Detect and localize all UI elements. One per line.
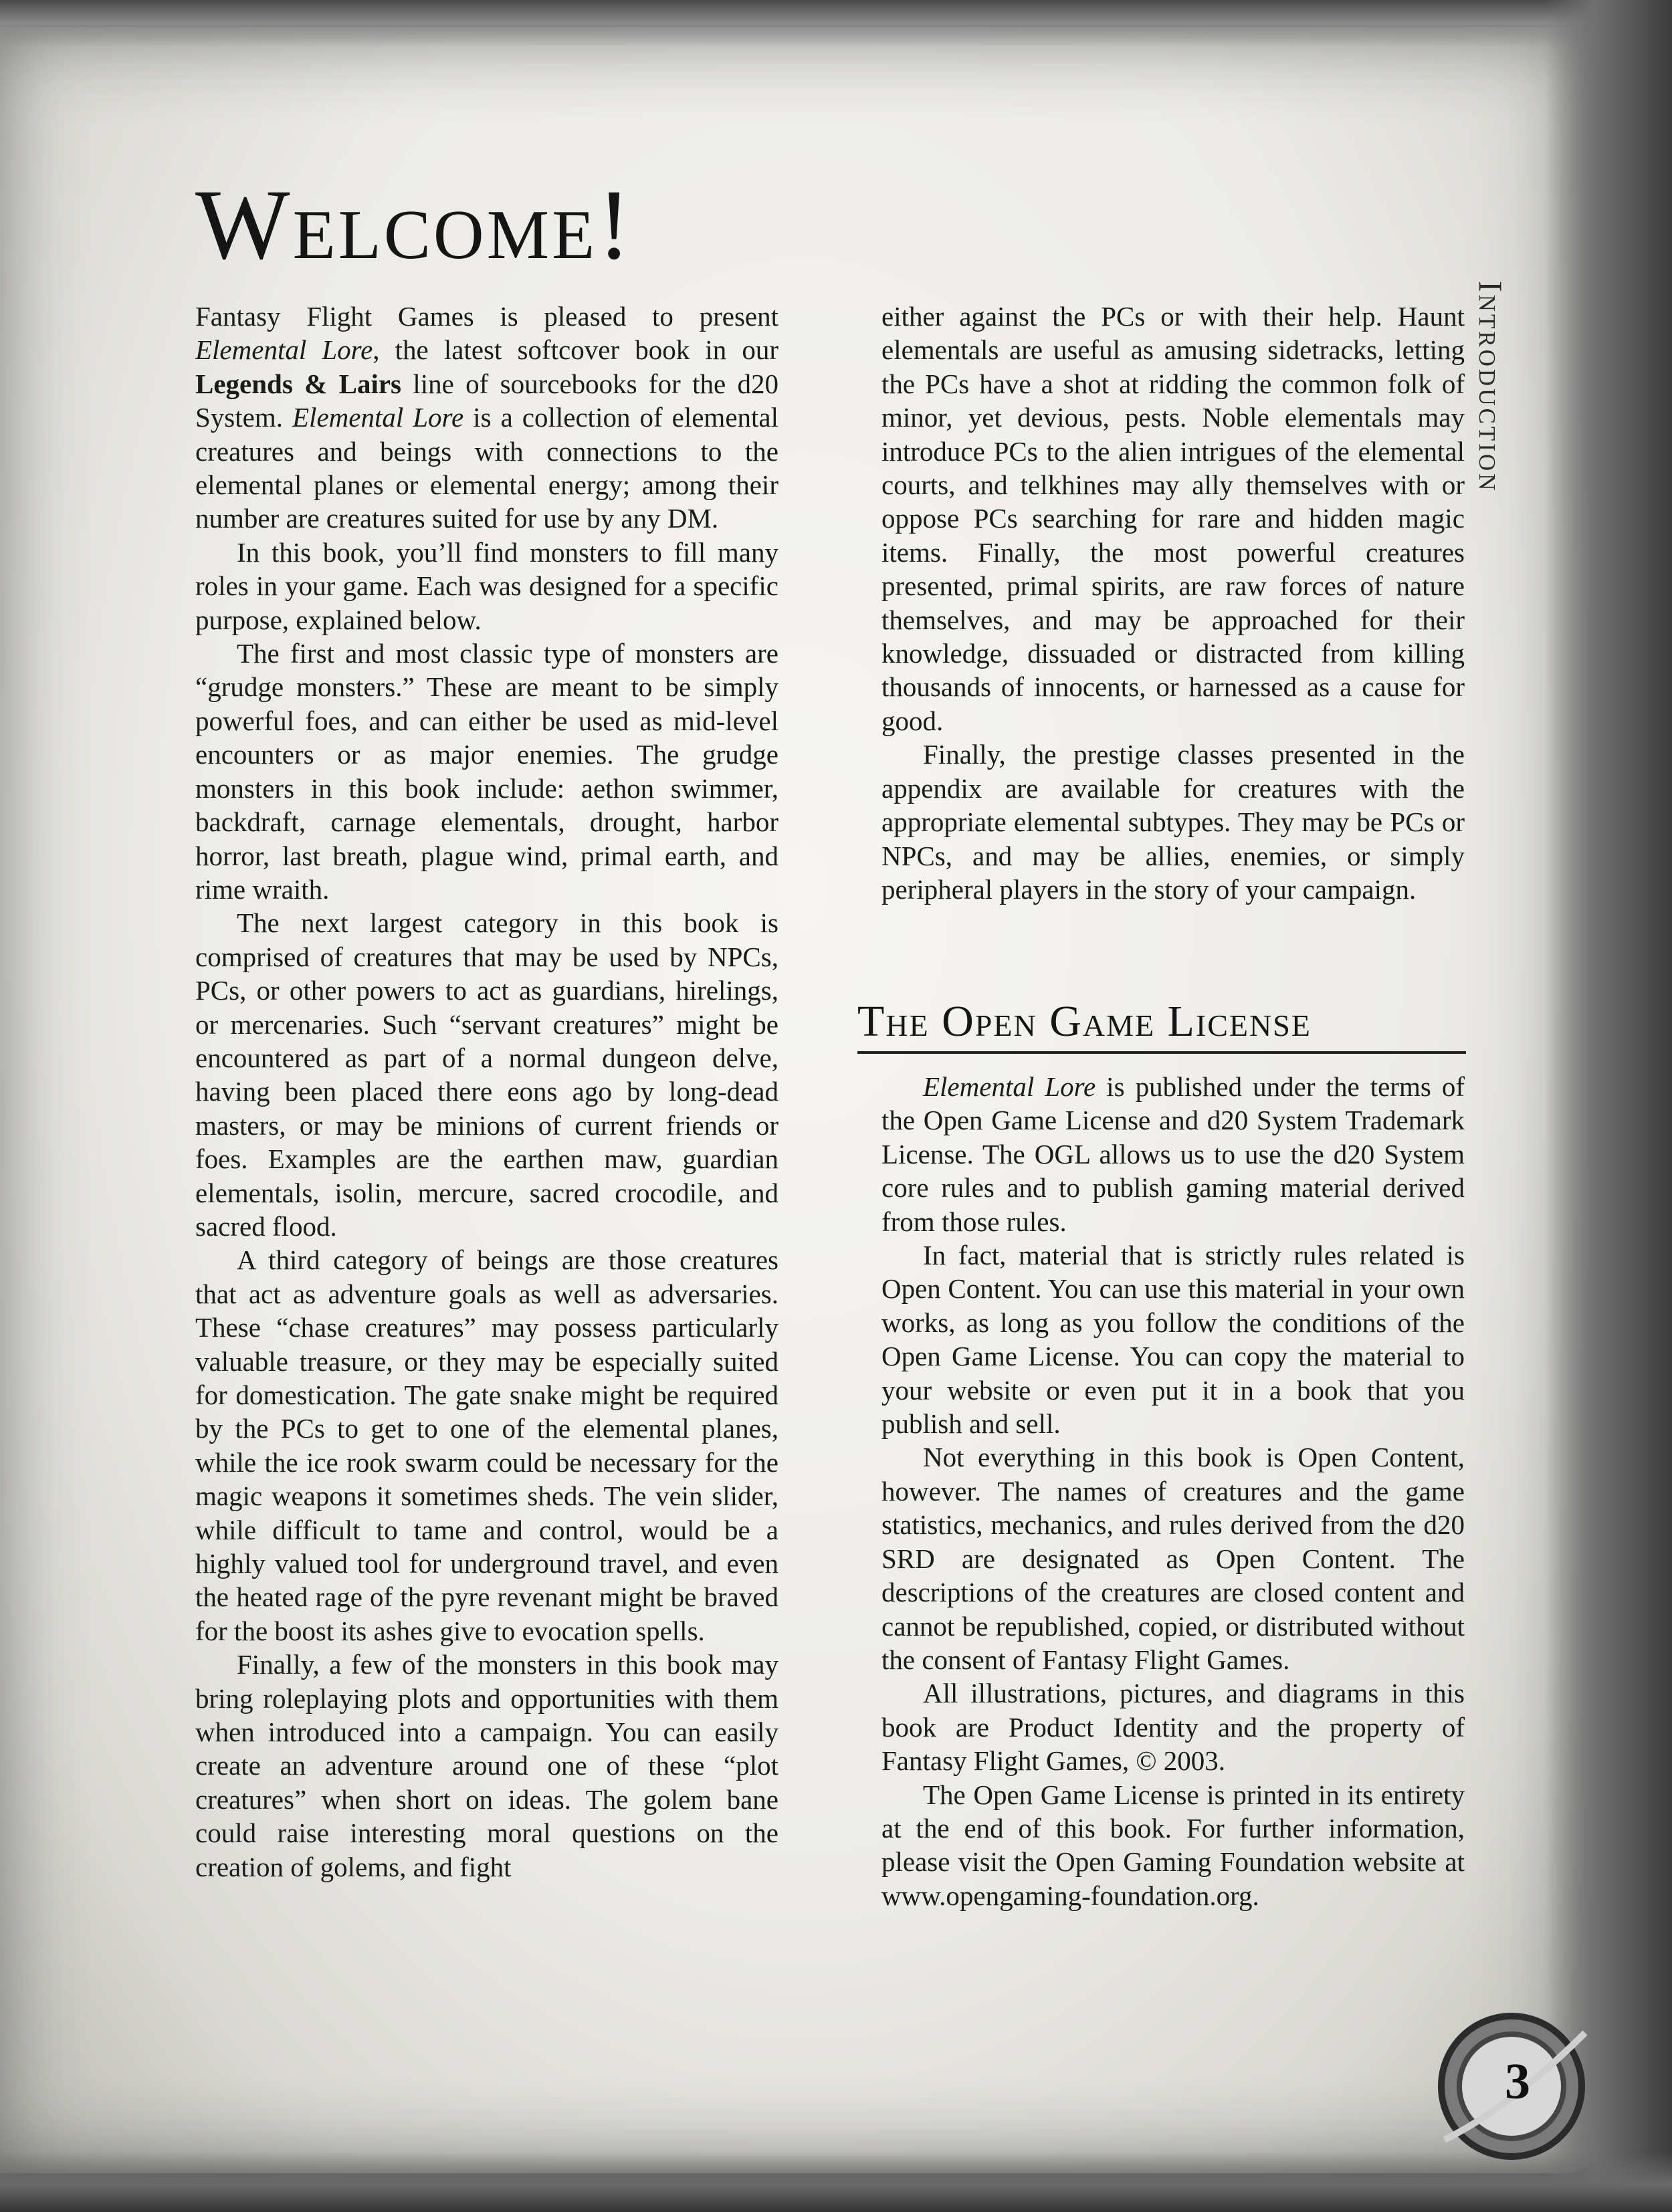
text-run: , the latest softcover book in our: [373, 334, 778, 366]
paragraph: [881, 1238, 1465, 1440]
text-run: The next largest category in this book is comprised of creatures that may be used by NPCs, PCs, or other powers to act as guardians, hirelings, or mercenaries. Such “servant creatures” might be encountered as part of a normal dungeon delve, having been placed there eons ago by long-dead masters, or may be minions of current friends or foes. Examples are the earthen maw, guardian elementals, isolin, mercure, sacred crocodile, and sacred flood.: [195, 907, 778, 1242]
page-number: 3: [1505, 2054, 1530, 2110]
paragraph: [195, 637, 778, 906]
text-run: either against the PCs or with their help. Haunt elementals are useful as amusing sidetracks, letting the PCs have a shot at ridding the common folk of minor, yet devious, pests. Noble elementals may introduce PCs to the alien intrigues of the elemental courts, and telkhines may ally themselves with or oppose PCs searching for rare and hidden magic items. Finally, the most powerful creatures presented, primal spirits, are raw forces of nature themselves, and may be approached for their knowledge, dissuaded or distracted from killing thousands of innocents, or harnessed as a cause for good.: [881, 301, 1465, 736]
text-run: Fantasy Flight Games is pleased to present: [195, 301, 778, 332]
text-run: The Open Game License is printed in its entirety at the end of this book. For further information, please visit the Open Gaming Foundation website at www.opengaming-foundation.org.: [881, 1779, 1465, 1911]
text-run: line of sourcebooks for the d20 System.: [195, 368, 778, 433]
italic-text: Elemental Lore: [923, 1071, 1096, 1102]
paragraph: [195, 300, 778, 536]
italic-text: Elemental Lore: [292, 402, 464, 433]
chapter-side-tab: Introduction: [1472, 281, 1509, 493]
text-run: A third category of beings are those creatures that act as adventure goals as well as adversaries. These “chase creatures” may possess particularly valuable treasure, or they may be especially suited for domestication. The gate snake might be required by the PCs to get to one of the elemental planes, while the ice rook swarm could be necessary for the magic weapons it sometimes sheds. The vein slider, while difficult to tame and control, would be a highly valued tool for underground travel, and even the heated rage of the pyre revenant might be braved for the boost its ashes give to evocation spells.: [195, 1244, 778, 1646]
text-run: Not everything in this book is Open Content, however. The names of creatures and the game statistics, mechanics, and rules derived from the d20 SRD are designated as Open Content. The descriptions of the creatures are closed content and cannot be republished, copied, or distributed without the consent of Fantasy Flight Games.: [881, 1442, 1465, 1675]
text-run: In this book, you’ll find monsters to fill many roles in your game. Each was designed for a specific purpose, explained below.: [195, 536, 778, 635]
paragraph: [881, 300, 1465, 738]
text-run: Finally, a few of the monsters in this book may bring roleplaying plots and opportunities with them when introduced into a campaign. You can easily create an adventure around one of these “plot creatures” when short on ideas. The golem bane could raise interesting moral questions on the creation of golems, and fight: [195, 1649, 778, 1882]
paragraph: [881, 1070, 1465, 1238]
paragraph: [881, 738, 1465, 906]
bold-text: Legends & Lairs: [195, 368, 402, 399]
stone-right-border: [1545, 0, 1672, 2212]
paragraph: [881, 1778, 1465, 1913]
text-run: Finally, the prestige classes presented in the appendix are available for creatures with the appropriate elemental subtypes. They may be PCs or NPCs, and may be allies, enemies, or simply peripheral players in the story of your campaign.: [881, 739, 1465, 905]
italic-text: Elemental Lore: [195, 334, 373, 366]
left-column: [195, 300, 778, 1884]
text-run: is published under the terms of the Open Game License and d20 System Trademark License. The OGL allows us to use the d20 System core rules and to publish gaming material derived from those rules.: [881, 1071, 1465, 1237]
page-title: Welcome!: [195, 169, 634, 280]
paragraph: [195, 906, 778, 1243]
section-heading-open-game-license: The Open Game License: [857, 996, 1466, 1054]
text-run: All illustrations, pictures, and diagrams in this book are Product Identity and the property of Fantasy Flight Games, © 2003.: [881, 1678, 1465, 1777]
paragraph: [195, 536, 778, 637]
right-column-top: [881, 300, 1465, 906]
text-run: is a collection of elemental creatures and beings with connections to the elemental planes or elemental energy; among their number are creatures suited for use by any DM.: [195, 402, 779, 534]
paragraph: [195, 1648, 778, 1884]
torn-top-edge: [0, 0, 1672, 47]
text-run: In fact, material that is strictly rules related is Open Content. You can use this material in your own works, as long as you follow the conditions of the Open Game License. You can copy the material to your website or even put it in a book that you publish and sell.: [881, 1240, 1465, 1440]
right-column-bottom: [881, 1070, 1465, 1912]
paragraph: [881, 1440, 1465, 1676]
text-run: The first and most classic type of monsters are “grudge monsters.” These are meant to be simply powerful foes, and can either be used as mid-level encounters or as major enemies. The grudge monsters in this book include: aethon swimmer, backdraft, carnage elementals, drought, harbor horror, last breath, plague wind, primal earth, and rime wraith.: [195, 638, 778, 905]
paragraph: [195, 1243, 778, 1648]
paragraph: [881, 1676, 1465, 1777]
stone-bottom-border: [0, 2152, 1672, 2212]
